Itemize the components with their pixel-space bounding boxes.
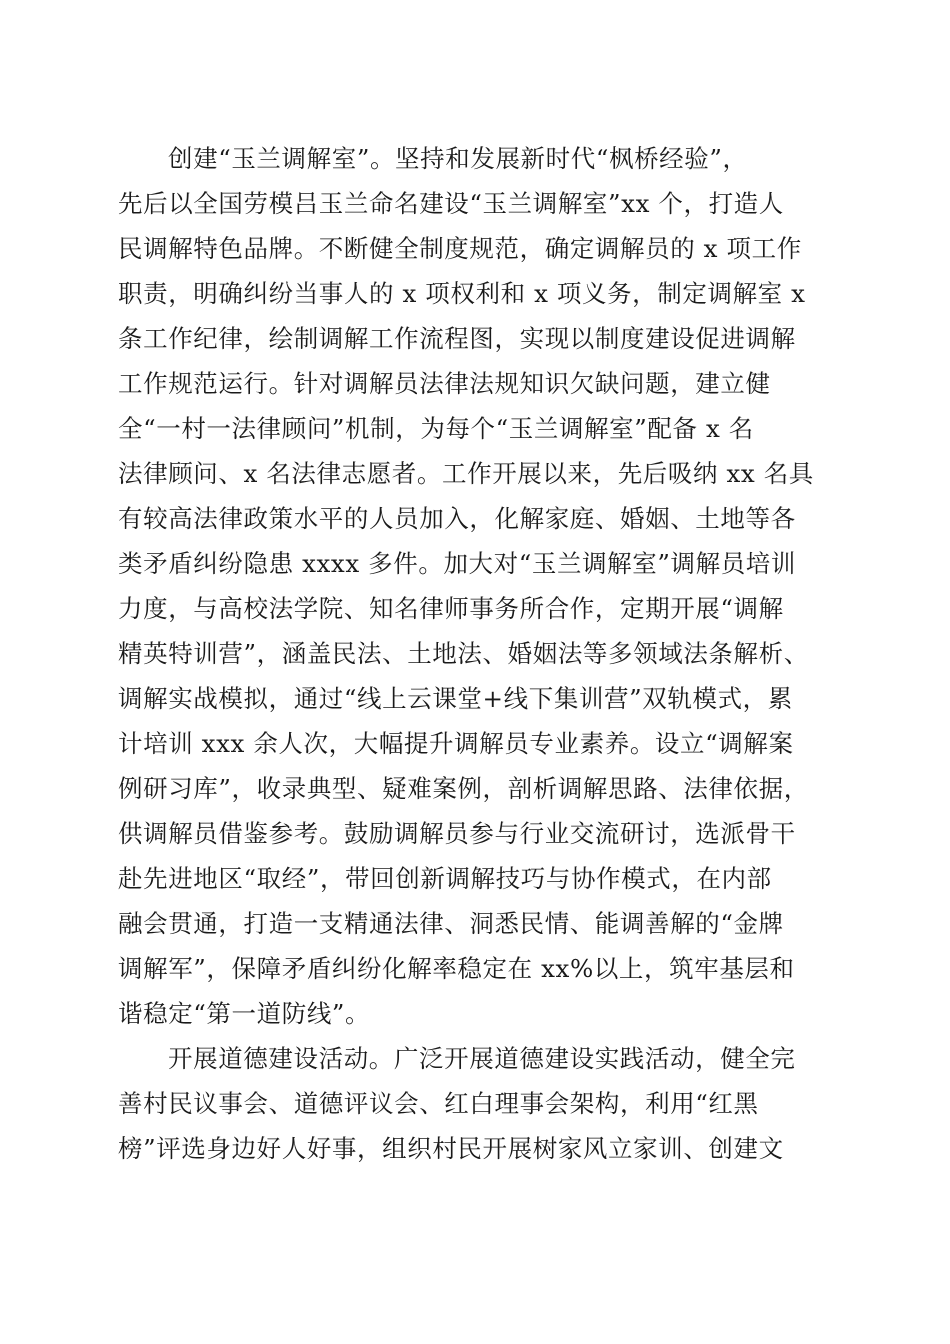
text-line: 调解实战模拟，通过“线上云课堂+线下集训营”双轨模式，累 bbox=[118, 684, 793, 713]
text-line: 全“一村一法律顾问”机制，为每个“玉兰调解室”配备 x 名 bbox=[118, 414, 754, 443]
text-line: 供调解员借鉴参考。鼓励调解员参与行业交流研讨，选派骨干 bbox=[118, 819, 796, 848]
text-line: 善村民议事会、道德评议会、红白理事会架构，利用“红黑 bbox=[118, 1089, 759, 1118]
text-line: 先后以全国劳模吕玉兰命名建设“玉兰调解室”xx 个，打造人 bbox=[118, 189, 784, 218]
text-line: 条工作纪律，绘制调解工作流程图，实现以制度建设促进调解 bbox=[118, 324, 796, 353]
text-line: 榜”评选身边好人好事，组织村民开展树家风立家训、创建文 bbox=[118, 1134, 784, 1163]
text-line: 计培训 xxx 余人次，大幅提升调解员专业素养。设立“调解案 bbox=[118, 729, 794, 758]
text-line: 开展道德建设活动。广泛开展道德建设实践活动，健全完 bbox=[168, 1044, 796, 1073]
text-line: 调解军”，保障矛盾纠纷化解率稳定在 xx%以上，筑牢基层和 bbox=[118, 954, 795, 983]
paragraph-yulan-mediation-room bbox=[118, 136, 828, 1036]
text-line: 力度，与高校法学院、知名律师事务所合作，定期开展“调解 bbox=[118, 594, 784, 623]
paragraph-moral-construction bbox=[118, 1036, 828, 1171]
text-line: 工作规范运行。针对调解员法律法规知识欠缺问题，建立健 bbox=[118, 369, 771, 398]
text-line: 例研习库”，收录典型、疑难案例，剖析调解思路、法律依据， bbox=[118, 774, 809, 803]
text-line: 法律顾问、x 名法律志愿者。工作开展以来，先后吸纳 xx 名具 bbox=[118, 459, 814, 488]
text-line: 民调解特色品牌。不断健全制度规范，确定调解员的 x 项工作 bbox=[118, 234, 802, 263]
text-line: 融会贯通，打造一支精通法律、洞悉民情、能调善解的“金牌 bbox=[118, 909, 784, 938]
text-line: 精英特训营”，涵盖民法、土地法、婚姻法等多领域法条解析、 bbox=[118, 639, 809, 668]
text-line: 有较高法律政策水平的人员加入，化解家庭、婚姻、土地等各 bbox=[118, 504, 796, 533]
text-line: 赴先进地区“取经”，带回创新调解技巧与协作模式，在内部 bbox=[118, 864, 772, 893]
text-line: 类矛盾纠纷隐患 xxxx 多件。加大对“玉兰调解室”调解员培训 bbox=[118, 549, 796, 578]
document-body bbox=[118, 136, 828, 1171]
text-line: 职责，明确纠纷当事人的 x 项权利和 x 项义务，制定调解室 x bbox=[118, 279, 806, 308]
text-line: 谐稳定“第一道防线”。 bbox=[118, 999, 371, 1028]
text-line: 创建“玉兰调解室”。坚持和发展新时代“枫桥经验”， bbox=[168, 144, 748, 173]
